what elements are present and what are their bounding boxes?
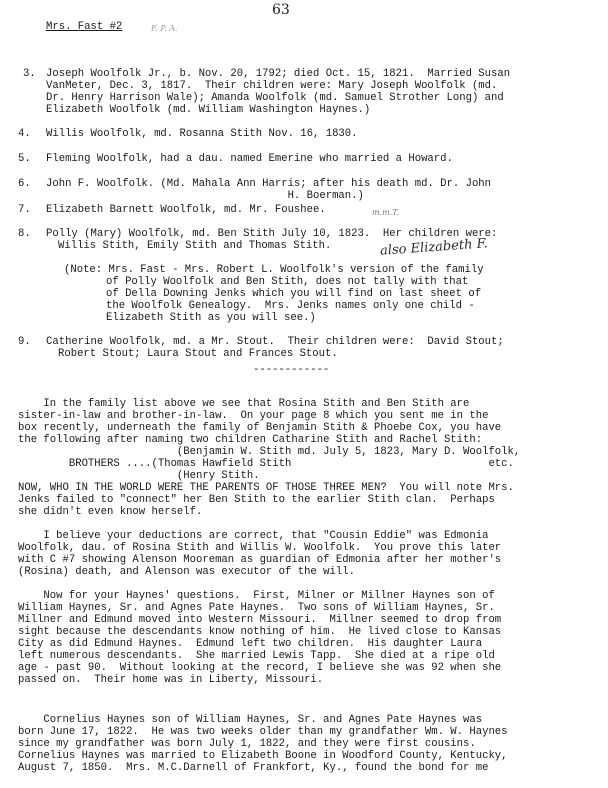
paragraph-line: sister-in-law and brother-in-law. On your page 8 which you sent me in the — [18, 410, 489, 422]
paragraph-line: (Benjamin W. Stith md. July 5, 1823, Mary D. Woolfolk, — [18, 446, 521, 458]
separator-dashes: ------------ — [253, 364, 330, 376]
entry7-handwritten-note: m.m.T. — [372, 208, 399, 217]
entry-line: John F. Woolfolk. (Md. Mahala Ann Harris; after his death md. Dr. John — [46, 178, 492, 190]
paragraph-line: NOW, WHO IN THE WORLD WERE THE PARENTS OF THOSE THREE MEN? You will note Mrs. — [18, 482, 514, 494]
entry-line: Joseph Woolfolk Jr., b. Nov. 20, 1792; died Oct. 15, 1821. Married Susan — [46, 68, 511, 80]
note-line: of Polly Woolfolk and Ben Stith, does not tally with that — [106, 276, 469, 288]
paragraph-line: box recently, underneath the family of Benjamin Stith & Phoebe Cox, you have — [18, 422, 502, 434]
entry-line: Polly (Mary) Woolfolk, md. Ben Stith July 10, 1823. Her children were: — [46, 228, 498, 240]
paragraph-line: born June 17, 1822. He was two weeks older than my grandfather Wm. W. Haynes — [18, 726, 508, 738]
paragraph-line: left numerous descendants. She married Lewis Tapp. She died at a ripe old — [18, 650, 495, 662]
paragraph-line: (Henry Stith. — [18, 470, 260, 482]
paragraph-line: City as did Edmund Haynes. Edmund left two children. His daughter Laura — [18, 638, 483, 650]
paragraph-line: William Haynes, Sr. and Agnes Pate Haynes. Two sons of William Haynes, Sr. — [18, 602, 495, 614]
paragraph-line: BROTHERS ....(Thomas Hawfield Stith etc. — [18, 458, 514, 470]
paragraph-line: with C #7 showing Alenson Mooreman as guardian of Edmonia after her mother's — [18, 554, 502, 566]
paragraph-line: Woolfolk, dau. of Rosina Stith and Willis W. Woolfolk. You prove this later — [18, 542, 502, 554]
paragraph-line: the following after naming two children Catharine Stith and Rachel Stith: — [18, 434, 483, 446]
paragraph-line: Jenks failed to "connect" her Ben Stith to the earlier Stith clan. Perhaps — [18, 494, 495, 506]
paragraph-line: age - past 90. Without looking at the record, I believe she was 92 when she — [18, 662, 502, 674]
paragraph-line: I believe your deductions are correct, that "Cousin Eddie" was Edmonia — [18, 530, 489, 542]
paragraph-line: since my grandfather was born July 1, 1822, and they were first cousins. — [18, 738, 476, 750]
header-faint-note: F. P. A. — [151, 24, 178, 33]
entry-number: 6. — [18, 178, 31, 190]
entry-line: Fleming Woolfolk, had a dau. named Emerine who married a Howard. — [46, 153, 453, 165]
entry-number: 5. — [18, 153, 31, 165]
entry-line: Elizabeth Woolfolk (md. William Washington Haynes.) — [46, 104, 371, 116]
entry8-handwritten-note: also Elizabeth F. — [379, 236, 489, 259]
entry-line: Willis Woolfolk, md. Rosanna Stith Nov. 16, 1830. — [46, 128, 358, 140]
note-line: the Woolfolk Genealogy. Mrs. Jenks names only one child - — [106, 300, 475, 312]
entry-number: 3. — [23, 68, 36, 80]
entry-number: 9. — [18, 336, 31, 348]
paragraph-line: Cornelius Haynes was married to Elizabeth Boone in Woodford County, Kentucky, — [18, 750, 508, 762]
entry-line: VanMeter, Dec. 3, 1817. Their children were: Mary Joseph Woolfolk (md. — [46, 80, 498, 92]
note-line: Elizabeth Stith as you will see.) — [106, 312, 316, 324]
entry-line: Robert Stout; Laura Stout and Frances Stout. — [58, 348, 338, 360]
entry-line: Willis Stith, Emily Stith and Thomas Stith. — [58, 240, 332, 252]
entry-line: Catherine Woolfolk, md. a Mr. Stout. Their children were: David Stout; — [46, 336, 504, 348]
paragraph-line: In the family list above we see that Rosina Stith and Ben Stith are — [18, 398, 470, 410]
entry-number: 8. — [18, 228, 31, 240]
note-line: of Della Downing Jenks which you will find on last sheet of — [106, 288, 482, 300]
entry-number: 4. — [18, 128, 31, 140]
paragraph-line: Millner and Edmund moved into Western Missouri. Millner seemed to drop from — [18, 614, 502, 626]
paragraph-line: August 7, 1850. Mrs. M.C.Darnell of Frankfort, Ky., found the bond for me — [18, 762, 489, 774]
paragraph-line: (Rosina) death, and Alenson was executor of the will. — [18, 566, 355, 578]
paragraph-line: sight because the descendants know nothing of him. He lived close to Kansas — [18, 626, 502, 638]
letter-header-title: Mrs. Fast #2 — [46, 21, 123, 33]
note-line: (Note: Mrs. Fast - Mrs. Robert L. Woolfolk's version of the family — [64, 264, 484, 276]
entry-line: Elizabeth Barnett Woolfolk, md. Mr. Foushee. — [46, 204, 326, 216]
paragraph-line: she didn't even know herself. — [18, 506, 203, 518]
paragraph-line: Cornelius Haynes son of William Haynes, Sr. and Agnes Pate Haynes was — [18, 714, 483, 726]
entry-line: H. Boerman.) — [46, 190, 364, 202]
paragraph-line: Now for your Haynes' questions. First, Milner or Millner Haynes son of — [18, 590, 495, 602]
entry-number: 7. — [18, 204, 31, 216]
page-number: 63 — [272, 2, 290, 18]
entry-line: Dr. Henry Harrison Wale); Amanda Woolfolk (md. Samuel Strother Long) and — [46, 92, 504, 104]
paragraph-line: passed on. Their home was in Liberty, Missouri. — [18, 674, 324, 686]
